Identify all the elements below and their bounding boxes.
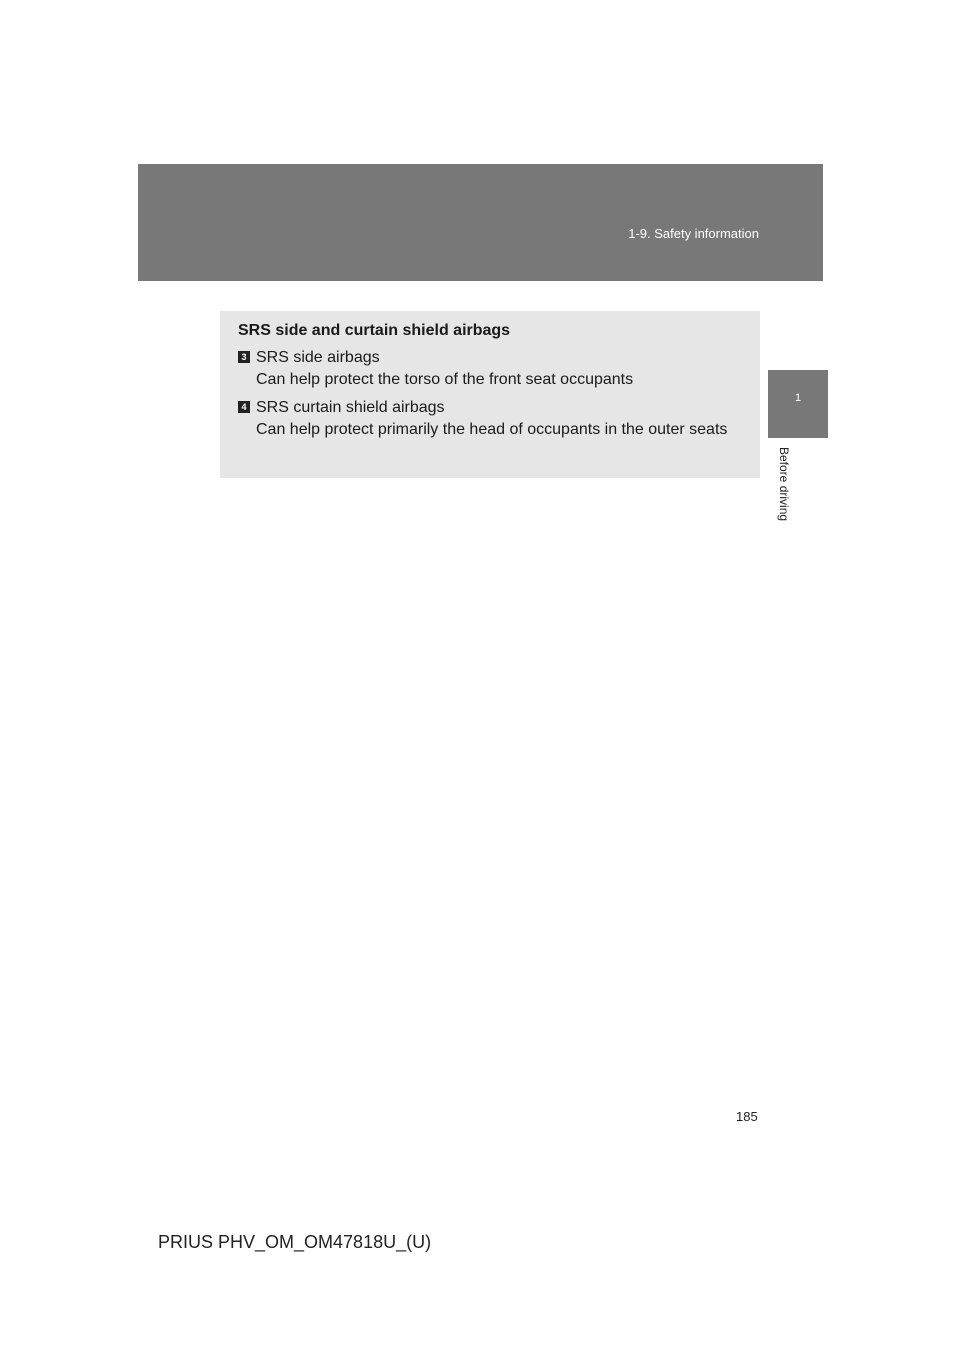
header-band <box>138 164 823 281</box>
item-title: SRS side airbags <box>256 349 380 366</box>
list-item-curtain-airbags <box>238 397 738 441</box>
airbag-info-box <box>220 311 760 478</box>
chapter-number: 1 <box>794 392 802 404</box>
page-number: 185 <box>736 1109 758 1124</box>
number-badge: 3 <box>238 351 250 363</box>
number-badge: 4 <box>238 401 250 413</box>
chapter-label: Before driving <box>777 447 791 522</box>
chapter-tab <box>768 370 828 438</box>
item-description: Can help protect primarily the head of occupants in the outer seats <box>256 421 728 438</box>
list-item-side-airbags <box>238 347 738 391</box>
document-code: PRIUS PHV_OM_OM47818U_(U) <box>158 1232 432 1252</box>
box-heading: SRS side and curtain shield airbags <box>238 322 511 339</box>
item-description: Can help protect the torso of the front seat occupants <box>256 371 634 388</box>
item-title: SRS curtain shield airbags <box>256 399 445 416</box>
section-title: 1-9. Safety information <box>628 226 759 241</box>
